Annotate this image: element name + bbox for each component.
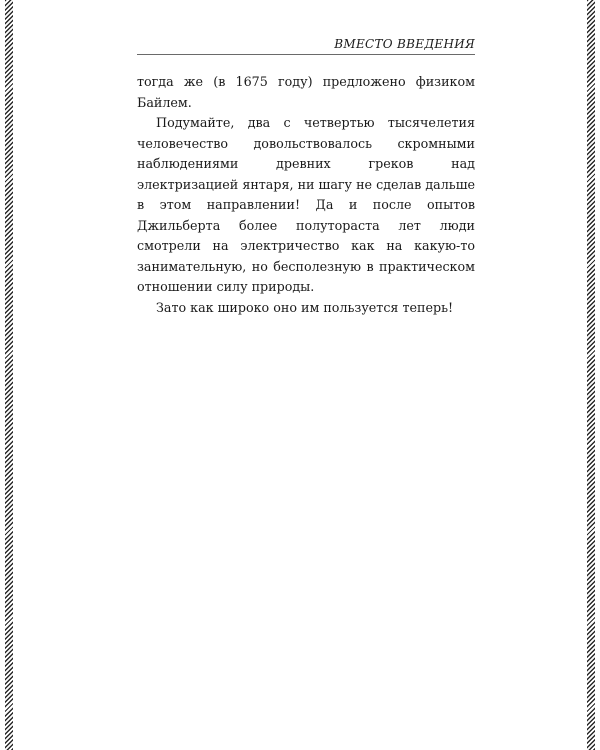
running-header xyxy=(137,37,475,57)
paragraph: Зато как широко оно им пользуется теперь! xyxy=(156,299,454,315)
paragraph-continued: тогда же (в 1675 году) предложено физиком Байлем. xyxy=(137,74,475,110)
right-hatched-border xyxy=(587,0,595,750)
left-hatched-border xyxy=(5,0,13,750)
header-title: ВМЕСТО ВВЕДЕНИЯ xyxy=(334,37,475,51)
header-rule xyxy=(137,54,475,55)
page-body xyxy=(137,72,475,318)
paragraph: Подумайте, два с четвертью тысячелетия человечество довольствовалось скромными наблюдениями древних греков над электризацией янтаря, ни шагу не сделав дальше в этом направлении! Да и после опытов Джильберта более полутораста лет люди смотрели на электричество как на какую-то занимательную, но бесполезную в практическом отношении силу природы. xyxy=(137,115,475,294)
